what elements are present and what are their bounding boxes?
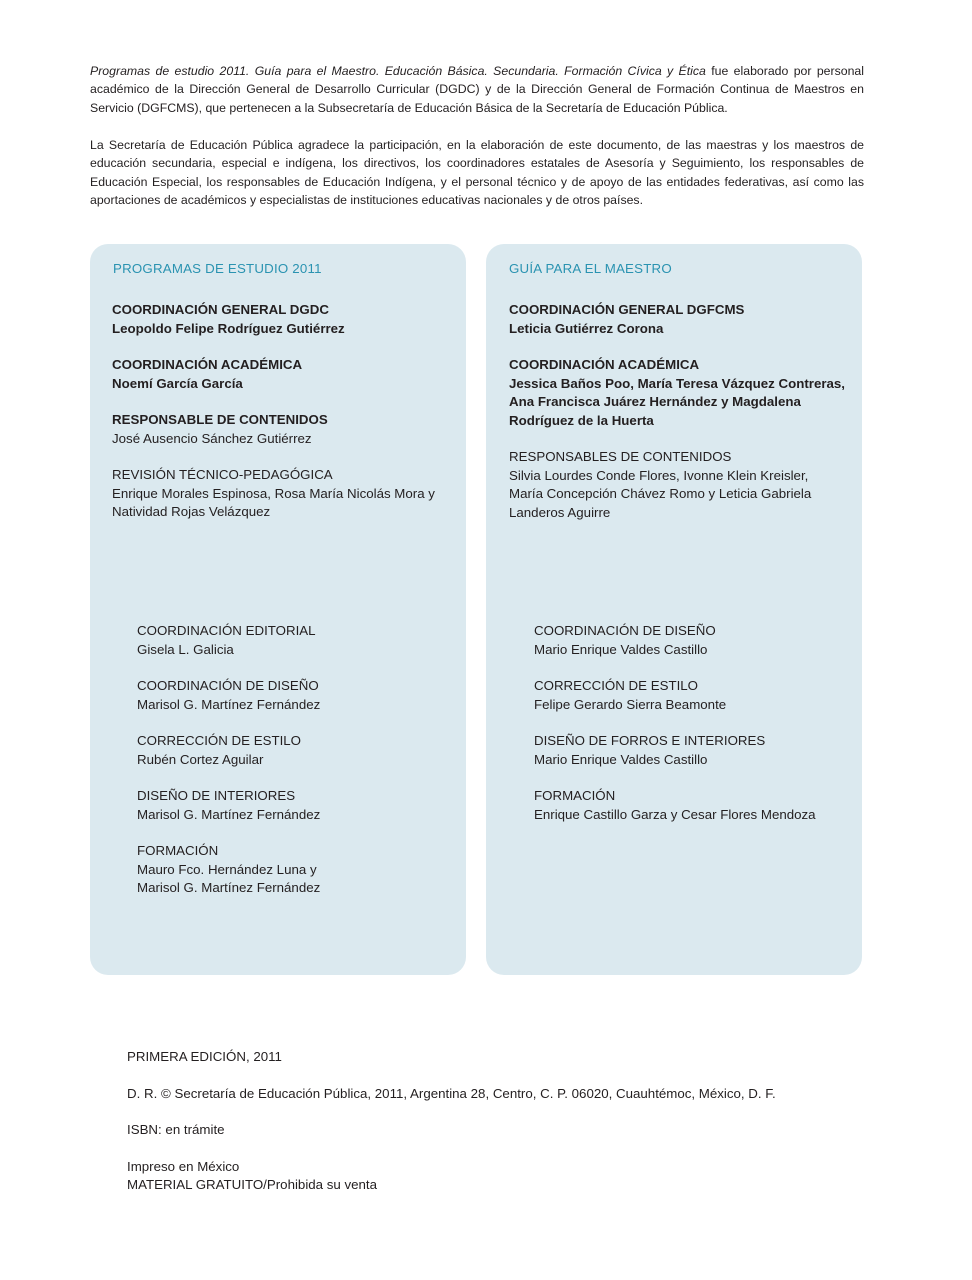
credit-names: Enrique Castillo Garza y Cesar Flores Mendoza — [534, 806, 816, 822]
credit-role: COORDINACIÓN DE DISEÑO — [534, 623, 716, 638]
credit-names: Marisol G. Martínez Fernández — [137, 806, 321, 822]
credit-diseno-interiores — [137, 787, 457, 824]
credit-names: Silvia Lourdes Conde Flores, Ivonne Klein Kreisler, María Concepción Chávez Romo y Leticia Gabriela Landeros Aguirre — [509, 467, 812, 520]
isbn-line: ISBN: en trámite — [127, 1122, 225, 1137]
main-credits — [509, 301, 845, 540]
credit-role: RESPONSABLE DE CONTENIDOS — [112, 412, 328, 427]
credit-diseno-forros-interiores — [534, 732, 854, 769]
credit-role: FORMACIÓN — [534, 788, 616, 803]
credit-names: José Ausencio Sánchez Gutiérrez — [112, 430, 312, 446]
edition-line: PRIMERA EDICIÓN, 2011 — [127, 1049, 282, 1064]
intro-paragraph-2: La Secretaría de Educación Pública agradece la participación, en la elaboración de este documento, de las maestras y los maestros de educación secundaria, especial e indígena, los directivos, los coordinadores estatales de Asesoría y Seguimiento, los responsables de Educación Especial, los responsables de Educación Indígena, y el personal técnico y de apoyo de las entidades federativas, así como las aportaciones de académicos y especialistas de instituciones educativas nacionales y de otros países. — [90, 138, 864, 208]
credit-coordinacion-general — [112, 301, 452, 338]
credit-role: CORRECCIÓN DE ESTILO — [534, 678, 699, 693]
credit-role: RESPONSABLES DE CONTENIDOS — [509, 449, 732, 464]
credit-coordinacion-diseno — [534, 622, 854, 659]
publication-title: Programas de estudio 2011. Guía para el Maestro. Educación Básica. Secundaria. Formación Cívica y Ética — [90, 64, 706, 78]
rights-line: D. R. © Secretaría de Educación Pública, 2011, Argentina 28, Centro, C. P. 06020, Cuauhtémoc, México, D. F. — [127, 1085, 776, 1101]
credit-names: Jessica Baños Poo, María Teresa Vázquez Contreras, Ana Francisca Juárez Hernández y Magdalena Rodríguez de la Huerta — [509, 375, 846, 428]
credit-names: Felipe Gerardo Sierra Beamonte — [534, 696, 727, 712]
credit-revision-tecnico-pedagogica — [112, 466, 452, 522]
credit-coordinacion-diseno — [137, 677, 457, 714]
credit-correccion-estilo — [534, 677, 854, 714]
credit-responsables-contenidos — [509, 448, 819, 522]
credit-names: Noemí García García — [112, 375, 243, 391]
main-credits — [112, 301, 452, 540]
credit-names: Rubén Cortez Aguilar — [137, 751, 264, 767]
printed-line: Impreso en México — [127, 1158, 240, 1174]
credit-names: Leticia Gutiérrez Corona — [509, 320, 664, 336]
credit-names: Marisol G. Martínez Fernández — [137, 696, 321, 712]
credit-formacion — [137, 842, 337, 898]
editorial-credits — [137, 622, 457, 916]
credit-coordinacion-academica — [509, 356, 845, 430]
credit-role: COORDINACIÓN ACADÉMICA — [112, 357, 303, 372]
credit-role: FORMACIÓN — [137, 843, 219, 858]
credit-role: COORDINACIÓN GENERAL DGFCMS — [509, 302, 745, 317]
credit-role: COORDINACIÓN ACADÉMICA — [509, 357, 700, 372]
panel-title: PROGRAMAS DE ESTUDIO 2011 — [113, 261, 322, 276]
credit-formacion — [534, 787, 854, 824]
credit-names: Leopoldo Felipe Rodríguez Gutiérrez — [112, 320, 345, 336]
credits-panel-guia — [486, 244, 862, 975]
credit-responsable-contenidos — [112, 411, 452, 448]
free-material-line: MATERIAL GRATUITO/Prohibida su venta — [127, 1177, 378, 1192]
editorial-credits — [534, 622, 854, 842]
panel-title: GUÍA PARA EL MAESTRO — [509, 261, 672, 276]
credit-role: DISEÑO DE FORROS E INTERIORES — [534, 733, 766, 748]
colophon — [127, 1048, 887, 1195]
credit-coordinacion-editorial — [137, 622, 457, 659]
intro-paragraph-1-text: fue elaborado por personal académico de la Dirección General de Desarrollo Curricular (DGDC) y de la Dirección General de Formación Continua de Maestros en Servicio (DGFCMS), que pertenecen a la Subsecretaría de Educación Básica de la Secretaría de Educación Pública. — [90, 64, 864, 115]
credit-names: Mario Enrique Valdes Castillo — [534, 641, 708, 657]
intro-paragraph-1 — [90, 62, 864, 117]
credit-role: COORDINACIÓN GENERAL DGDC — [112, 302, 329, 317]
credit-coordinacion-academica — [112, 356, 452, 393]
credit-names: Enrique Morales Espinosa, Rosa María Nicolás Mora y Natividad Rojas Velázquez — [112, 485, 435, 519]
credit-role: COORDINACIÓN EDITORIAL — [137, 623, 316, 638]
credit-role: REVISIÓN TÉCNICO-PEDAGÓGICA — [112, 467, 333, 482]
credits-panel-programas — [90, 244, 466, 975]
credit-role: COORDINACIÓN DE DISEÑO — [137, 678, 319, 693]
credit-role: DISEÑO DE INTERIORES — [137, 788, 296, 803]
credit-role: CORRECCIÓN DE ESTILO — [137, 733, 302, 748]
credit-correccion-estilo — [137, 732, 457, 769]
credit-names: Gisela L. Galicia — [137, 641, 234, 657]
credit-names: Mario Enrique Valdes Castillo — [534, 751, 708, 767]
credit-coordinacion-general — [509, 301, 845, 338]
credit-names: Mauro Fco. Hernández Luna y Marisol G. Martínez Fernández — [137, 861, 321, 895]
